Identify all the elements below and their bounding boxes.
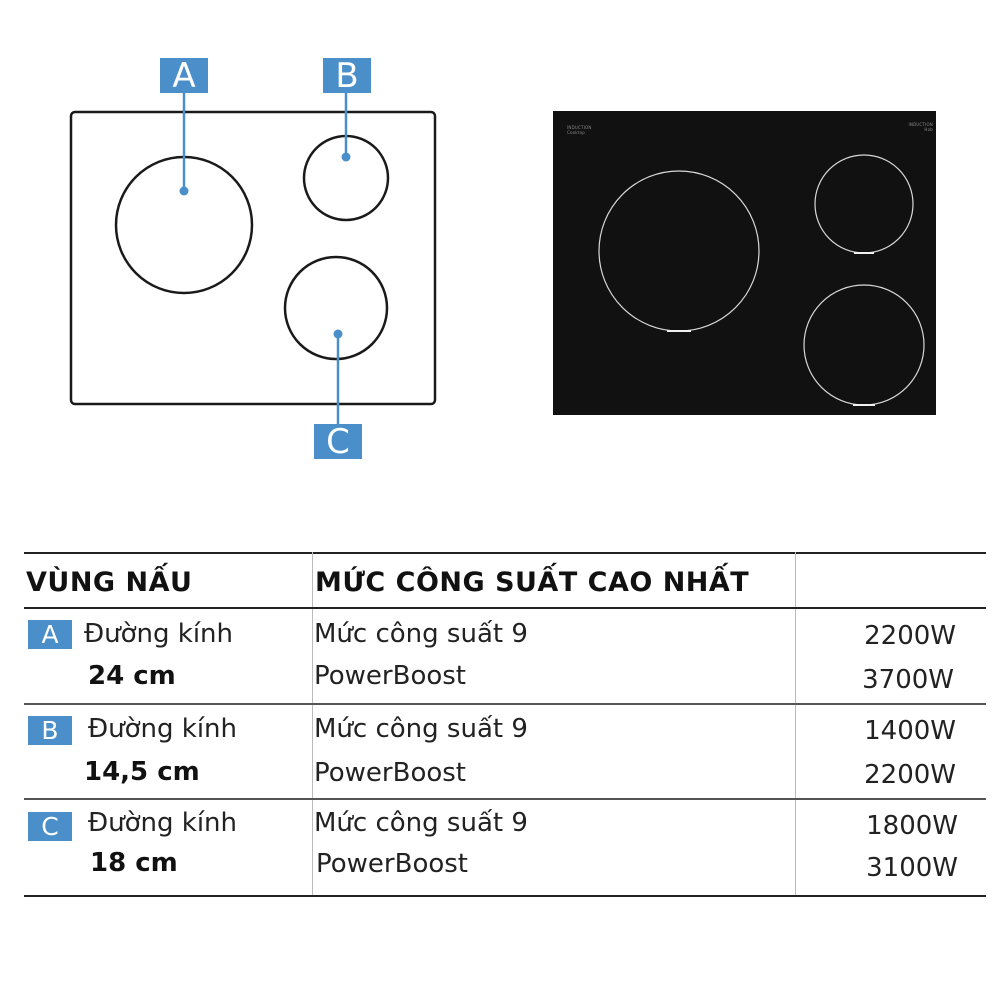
photo-zone-b — [815, 155, 913, 253]
row-c-level-label: Mức công suất 9 — [314, 808, 528, 838]
table-column-separator — [312, 552, 313, 897]
header-power: MỨC CÔNG SUẤT CAO NHẤT — [315, 567, 750, 598]
row-c-diameter: 18 cm — [90, 848, 178, 878]
row-c-badge: C — [28, 812, 72, 841]
cooktop-photo — [553, 111, 936, 415]
header-rule — [24, 607, 986, 609]
table-column-separator — [795, 552, 796, 897]
row-a-badge: A — [28, 620, 72, 649]
row-b-level-value: 1400W — [864, 716, 956, 746]
row-a-level-label: Mức công suất 9 — [314, 619, 528, 649]
row-b-level-label: Mức công suất 9 — [314, 714, 528, 744]
row-b-boost-label: PowerBoost — [314, 758, 467, 788]
photo-brand-right: INDUCTION Hob — [908, 122, 933, 132]
zone-c-dot — [334, 330, 343, 339]
row-b-boost-value: 2200W — [864, 760, 956, 790]
photo-zone-a — [599, 171, 759, 331]
row-a-diameter: 24 cm — [88, 661, 176, 691]
row-a-diameter-label: Đường kính — [84, 619, 234, 649]
row-b-diameter-label: Đường kính — [88, 714, 238, 744]
row-a-rule — [24, 703, 986, 705]
zone-c-badge: C — [314, 424, 362, 459]
row-c-level-value: 1800W — [866, 811, 958, 841]
table-bottom-rule — [24, 895, 986, 897]
row-c-boost-label: PowerBoost — [316, 849, 469, 879]
zone-b-badge: B — [323, 58, 371, 93]
zone-a-badge: A — [160, 58, 208, 93]
zone-b-dot — [342, 153, 351, 162]
row-a-boost-label: PowerBoost — [314, 661, 467, 691]
photo-zone-c — [804, 285, 924, 405]
photo-brand-left: INDUCTION Cooktop — [567, 125, 592, 135]
zone-a-dot — [180, 187, 189, 196]
row-b-rule — [24, 798, 986, 800]
row-a-boost-value: 3700W — [862, 665, 954, 695]
table-top-rule — [24, 552, 986, 554]
row-b-diameter: 14,5 cm — [84, 757, 200, 787]
row-c-diameter-label: Đường kính — [88, 808, 238, 838]
zone-c-circle — [285, 257, 387, 359]
photo-zones — [553, 111, 936, 415]
row-c-boost-value: 3100W — [866, 853, 958, 883]
row-b-badge: B — [28, 716, 72, 745]
header-zone: VÙNG NẤU — [26, 567, 193, 598]
row-a-level-value: 2200W — [864, 621, 956, 651]
